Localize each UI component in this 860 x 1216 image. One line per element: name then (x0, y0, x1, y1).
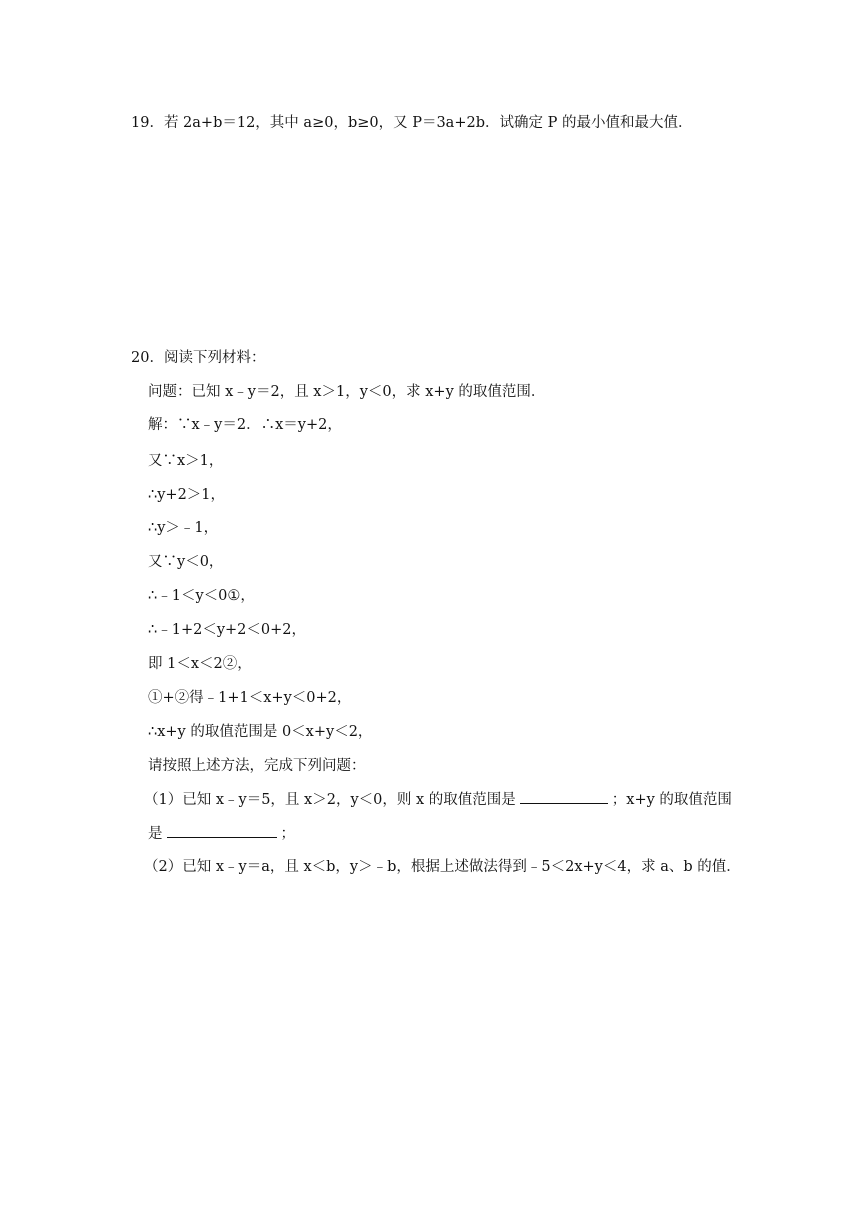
solution-line: ∴y+2＞1， (148, 487, 226, 503)
solution-line: 即 1＜x＜2②， (148, 656, 252, 672)
part-2-text: （2）已知 x﹣y＝a，且 x＜b，y＞﹣b，根据上述做法得到﹣5＜2x+y＜4，求 a、b 的值． (144, 859, 741, 875)
question-20-problem: 问题：已知 x﹣y＝2，且 x＞1，y＜0，求 x+y 的取值范围． (148, 384, 546, 400)
part-1-text-c: 是 (148, 826, 163, 842)
solution-line: ①+②得﹣1+1＜x+y＜0+2， (148, 690, 352, 706)
answer-blank-xy-range[interactable] (167, 823, 277, 838)
solution-line: ∴y＞﹣1， (148, 520, 219, 536)
solution-line: 解：∵x﹣y＝2．∴x＝y+2， (148, 417, 342, 433)
answer-blank-x-range[interactable] (520, 789, 608, 804)
part-1-line-1 (144, 789, 732, 810)
question-20-heading: 20．阅读下列材料： (131, 350, 266, 366)
solution-line: ∴﹣1＜y＜0①， (148, 588, 255, 604)
part-1-text-b: ；x+y 的取值范围 (611, 792, 732, 808)
solution-line: 又∵y＜0， (148, 554, 224, 570)
question-19: 19．若 2a+b＝12，其中 a≥0，b≥0，又 P＝3a+2b．试确定 P 的最小值和最大值． (131, 115, 693, 131)
instruction-text: 请按照上述方法，完成下列问题： (148, 758, 366, 774)
solution-line: ∴x+y 的取值范围是 0＜x+y＜2， (148, 724, 373, 740)
part-1-line-2 (148, 823, 295, 844)
part-1-text-d: ； (280, 826, 295, 842)
solution-line: 又∵x＞1， (148, 453, 224, 469)
part-1-text-a: （1）已知 x﹣y＝5，且 x＞2，y＜0，则 x 的取值范围是 (144, 792, 516, 808)
solution-line: ∴﹣1+2＜y+2＜0+2， (148, 622, 306, 638)
